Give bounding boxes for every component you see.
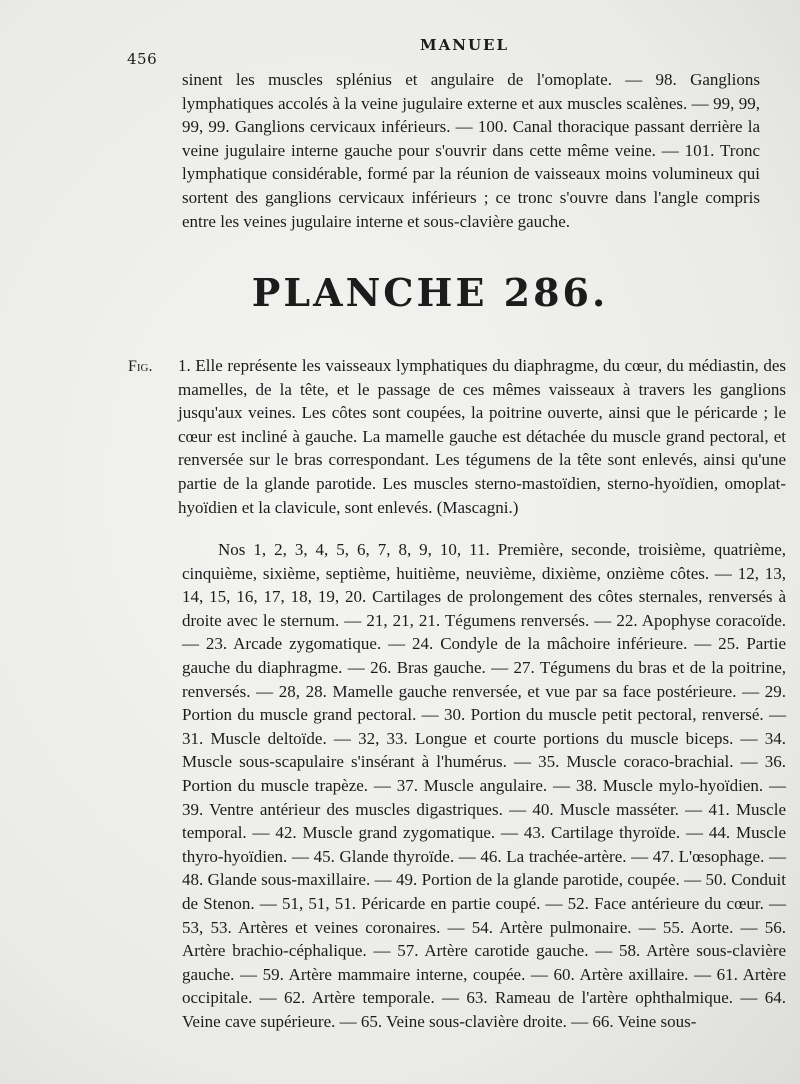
page-number: 456 [127,50,158,68]
figure-description-text: 1. Elle représente les vaisseaux lymphatiques du diaphragme, du cœur, du médiastin, des mamelles, de la tête, et le passage de ces mêmes vaisseaux à travers les ganglions jusqu'aux veines. Les côtes sont coupées, la poitrine ouverte, ainsi que le péricarde ; le cœur est incliné à gauche. La mamelle gauche est détachée du muscle grand pectoral, et renversée sur le bras correspondant. Les tégumens de la tête sont enlevés, ainsi qu'une partie de la glande parotide. Les muscles sterno-mastoïdien, sterno-hyoïdien, omoplat-hyoïdien et la clavicule, sont enlevés. (Mascagni.) [178,356,786,517]
plate-title: PLANCHE 286. [251,270,609,315]
running-title: MANUEL [420,36,510,54]
continued-paragraph [182,68,760,233]
figure-legend [182,538,786,1033]
running-head [0,36,800,68]
figure-label: Fig. [128,358,153,375]
figure-legend-text: Nos 1, 2, 3, 4, 5, 6, 7, 8, 9, 10, 11. Première, seconde, troisième, quatrième, cinquième, sixième, septième, huitième, neuvième, dixième, onzième côtes. — 12, 13, 14, 15, 16, 17, 18, 19, 20. Cartilages de prolongement des côtes sternales, renversés à droite avec le sternum. — 21, 21, 21. Tégumens renversés. — 22. Apophyse coracoïde. — 23. Arcade zygomatique. — 24. Condyle de la mâchoire inférieure. — 25. Partie gauche du diaphragme. — 26. Bras gauche. — 27. Tégumens du bras et de la poitrine, renversés. — 28, 28. Mamelle gauche renversée, et vue par sa face postérieure. — 29. Portion du muscle grand pectoral. — 30. Portion du muscle petit pectoral, renversé. — 31. Muscle deltoïde. — 32, 33. Longue et courte portions du muscle biceps. — 34. Muscle sous-scapulaire s'insérant à l'humérus. — 35. Muscle coraco-brachial. — 36. Portion du muscle trapèze. — 37. Muscle angulaire. — 38. Muscle mylo-hyoïdien. — 39. Ventre antérieur des muscles digastriques. — 40. Muscle masséter. — 41. Muscle temporal. — 42. Muscle grand zygomatique. — 43. Cartilage thyroïde. — 44. Muscle thyro-hyoïdien. — 45. Glande thyroïde. — 46. La trachée-artère. — 47. L'œsophage. — 48. Glande sous-maxillaire. — 49. Portion de la glande parotide, coupée. — 50. Conduit de Stenon. — 51, 51, 51. Péricarde en partie coupé. — 52. Face antérieure du cœur. — 53, 53. Artères et veines coronaires. — 54. Artère pulmonaire. — 55. Aorte. — 56. Artère brachio-céphalique. — 57. Artère carotide gauche. — 58. Artère sous-clavière gauche. — 59. Artère mammaire interne, coupée. — 60. Artère axillaire. — 61. Artère occipitale. — 62. Artère temporale. — 63. Rameau de l'artère ophthalmique. — 64. Veine cave supérieure. — 65. Veine sous-clavière droite. — 66. Veine sous- [182,540,786,1031]
figure-description [178,354,786,519]
intro-text: sinent les muscles splénius et angulaire de l'omoplate. — 98. Ganglions lymphatiques accolés à la veine jugulaire externe et aux muscles scalènes. — 99, 99, 99, 99. Ganglions cervicaux inférieurs. — 100. Canal thoracique passant derrière la veine jugulaire interne gauche pour s'ouvrir dans cette même veine. — 101. Tronc lymphatique considérable, formé par la réunion de vaisseaux moins volumineux qui sortent des ganglions cervicaux inférieurs ; ce tronc s'ouvre dans l'angle compris entre les veines jugulaire interne et sous-clavière gauche. [182,70,760,231]
